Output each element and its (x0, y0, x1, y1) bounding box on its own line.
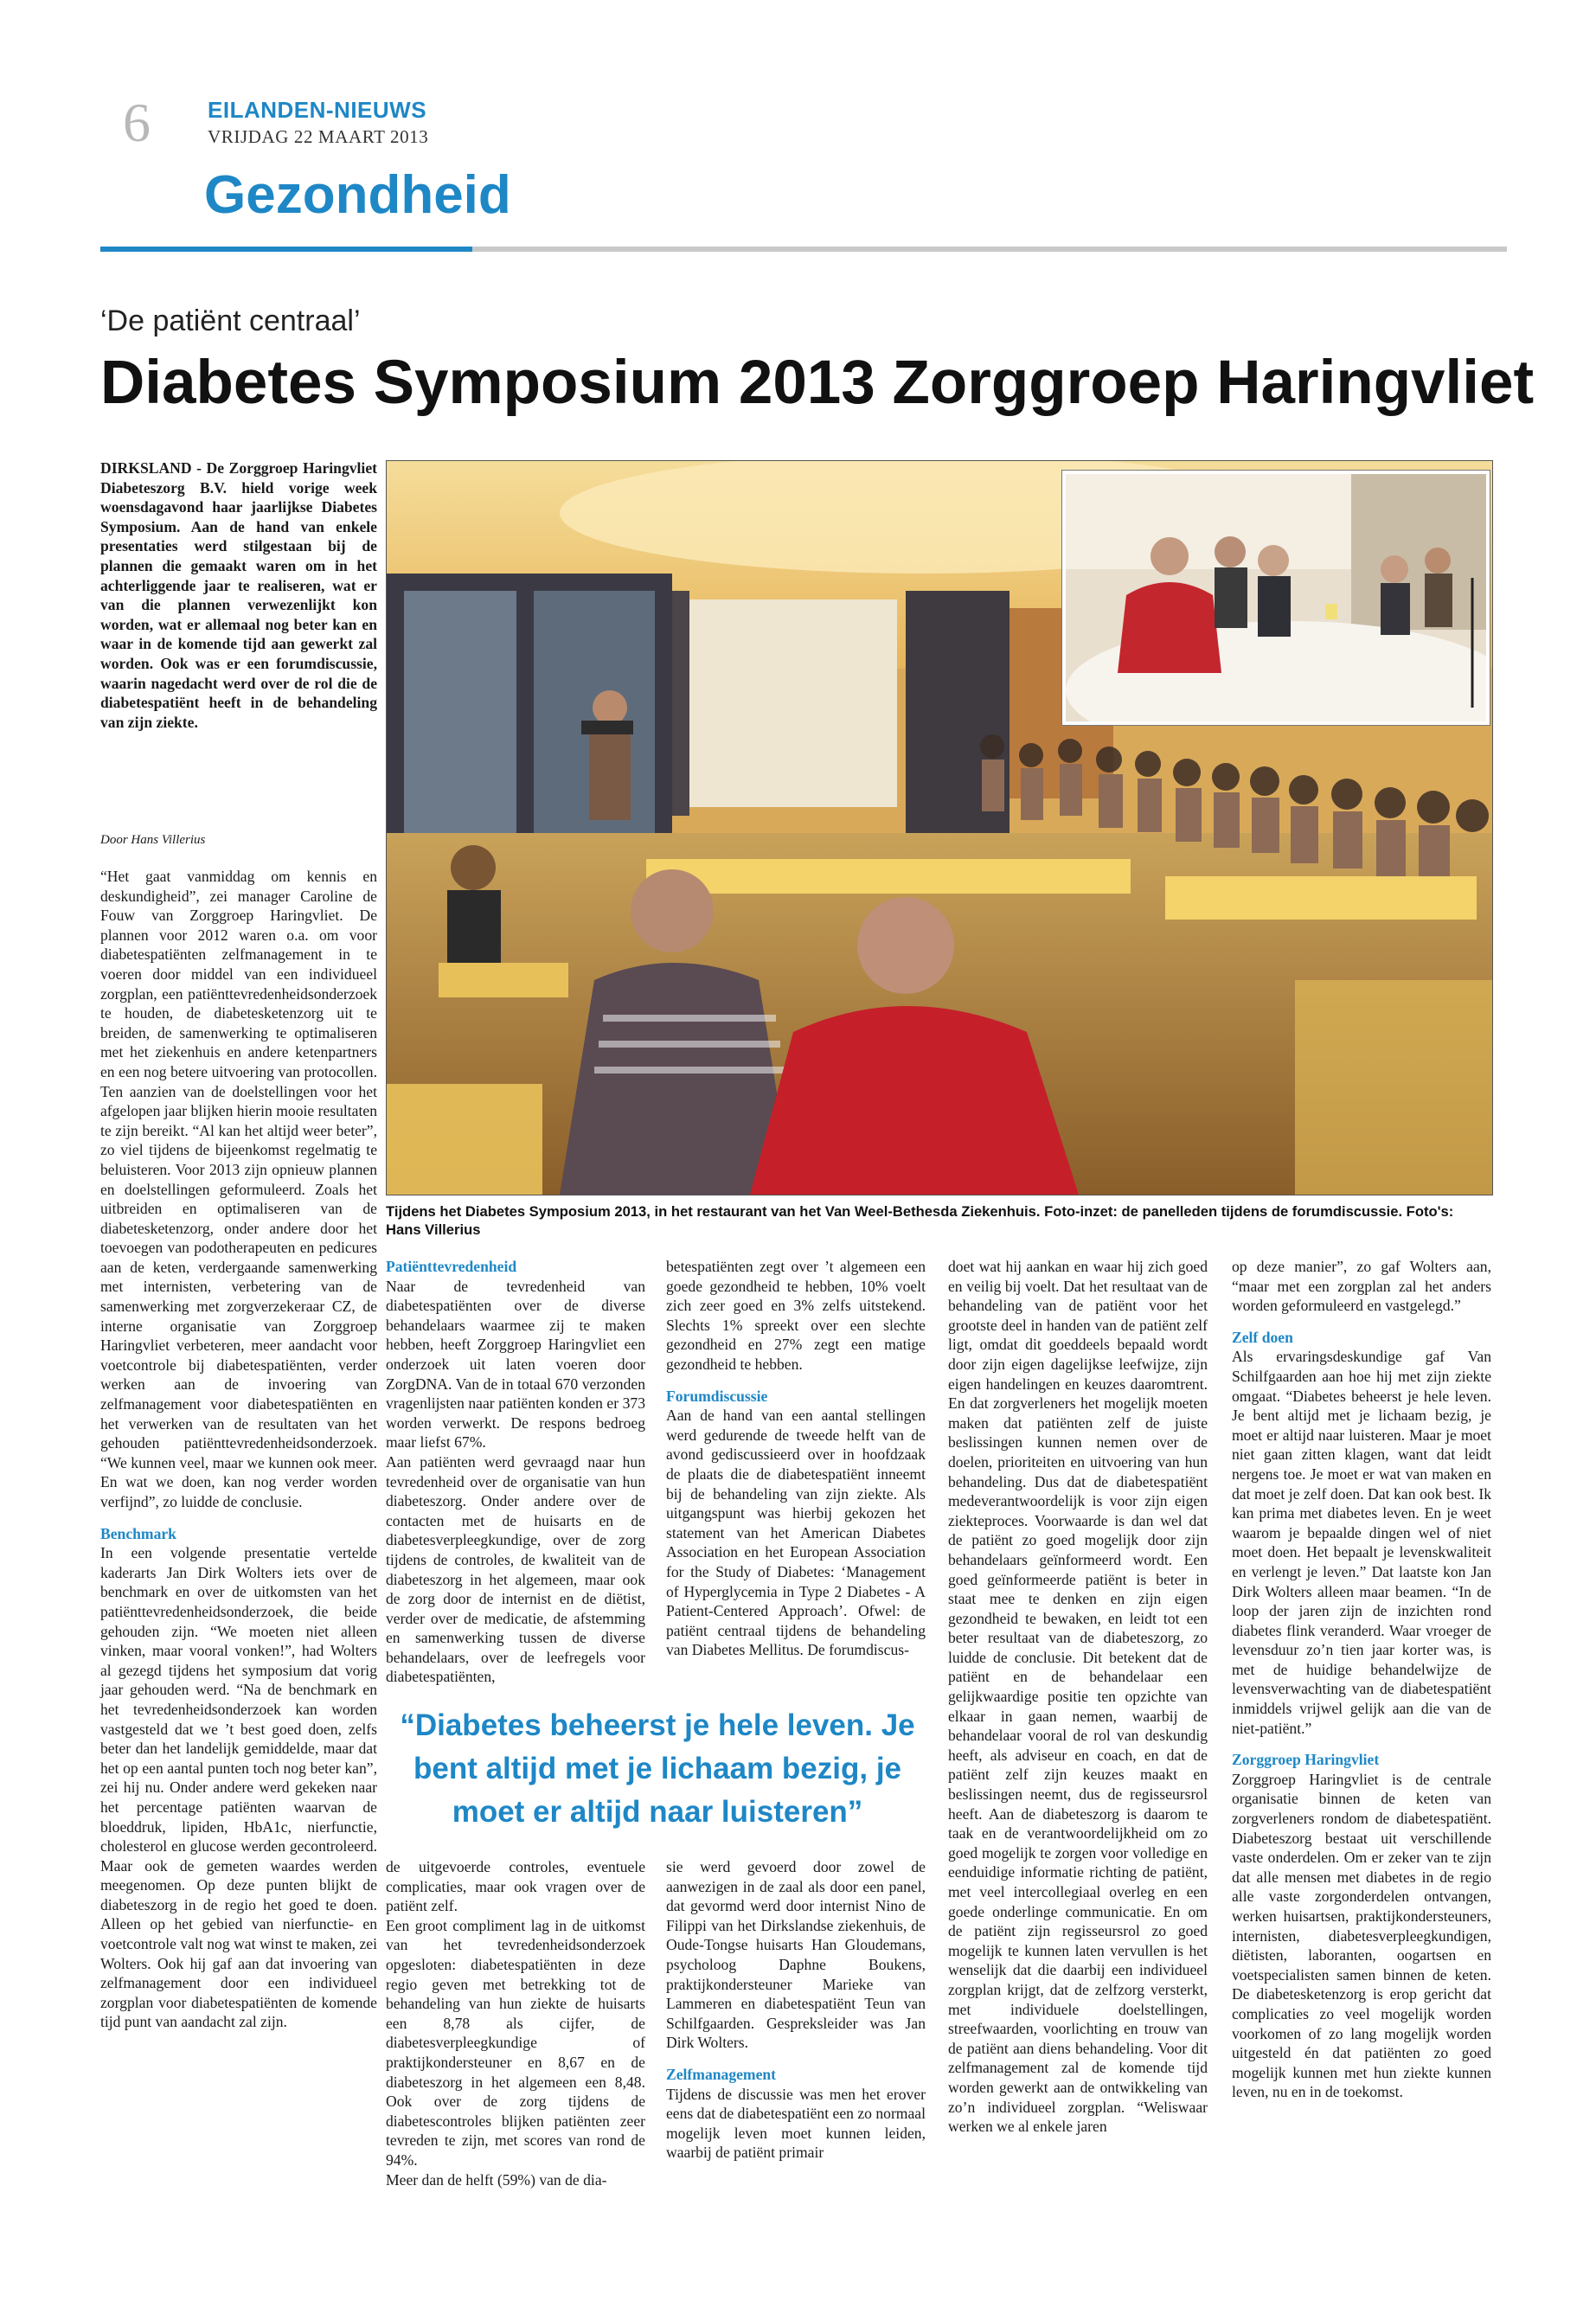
photo-caption: Tijdens het Diabetes Symposium 2013, in het restaurant van het Van Weel-Bethesda Ziekenhuis. Foto-inzet: de panelleden tijdens de forumdiscussie. Foto's: Hans Villerius (386, 1203, 1454, 1238)
pull-quote: “Diabetes beheerst je hele leven. Je bent altijd met je lichaam bezig, je moet er altijd naar luisteren” (400, 1708, 915, 1829)
subheading-patienttevredenheid: Patiënttevredenheid (386, 1258, 517, 1275)
paragraph: op deze manier”, zo gaf Wolters aan, “maar met een zorgplan zal het anders worden geformuleerd en vastgelegd.” (1232, 1258, 1491, 1315)
article-column-5 (1232, 1257, 1491, 2102)
paragraph: Meer dan de helft (59%) van de dia- (386, 2170, 607, 2189)
paragraph: betespatiënten zegt over ’t algemeen een goede gezondheid te hebben, 10% voelt zich zeer goed en 3% zelfs uitstekend. Slechts 1% spreekt over een slechte gezondheid en 27% zegt een matige gezondheid te hebben. (666, 1258, 926, 1373)
paragraph: de uitgevoerde controles, eventuele complicaties, maar ook vragen over de patiënt zelf. (386, 1858, 645, 1915)
section-title: Gezondheid (204, 165, 511, 225)
page-number: 6 (123, 92, 151, 153)
paragraph: Tijdens de discussie was men het erover eens dat de diabetespatiënt een zo normaal mogelijk leven moet kunnen leiden, waarbij de patiënt primair (666, 2085, 926, 2162)
paragraph: sie werd gevoerd door zowel de aanwezigen in de zaal als door een panel, dat gevormd werd door internist Nino de Filippi van het Dirkslandse ziekenhuis, de Oude-Tongse huisarts Han Gloudemans, psycholoog Daphne Boukens, praktijkondersteuner Marieke van Lammeren en diabetespatiënt Teun van Schilfgaarden. Gespreksleider was Jan Dirk Wolters. (666, 1858, 926, 2052)
article-column-2-top (386, 1257, 645, 1687)
article-column-1 (100, 867, 377, 2032)
subheading-forumdiscussie: Forumdiscussie (666, 1387, 768, 1405)
subheading-zelfmanagement: Zelfmanagement (666, 2065, 777, 2083)
article-kicker: ‘De patiënt centraal’ (100, 304, 361, 337)
paragraph: Naar de tevredenheid van diabetespatiënten over de diverse behandelaars waarmee zij te maken hebben, heeft Zorggroep Haringvliet een onderzoek uit laten voeren door ZorgDNA. Van de in totaal 670 verzonden vragenlijsten naar patiënten konden er 373 worden verwerkt. De respons bedroeg maar liefst 67%. (386, 1277, 645, 1452)
article-lead: DIRKSLAND - De Zorggroep Haringvliet Diabeteszorg B.V. hield vorige week woensdagavond haar jaarlijkse Diabetes Symposium. Aan de hand van enkele presentaties werd stilgestaan bij de plannen die gemaakt waren om in het achterliggende jaar te realiseren, wat er van die plannen verwezenlijkt kon worden, wat er allemaal nog beter kan en waar in de komende tijd aan gewerkt zal worden. Ook was er een forumdiscussie, waarin nagedacht werd over de rol die de diabetespatiënt heeft in de behandeling van zijn ziekte. (100, 459, 377, 731)
paragraph: Als ervaringsdeskundige gaf Van Schilfgaarden aan hoe hij met zijn ziekte omgaat. “Diabetes beheerst je hele leven. Je bent altijd met je lichaam bezig, je moet er altijd naar luisteren. Maar je moet niet gaan zitten klagen, want dat leidt nergens toe. Je moet er wat van maken en dat moet je zelf doen. Dat kan ook best. Ik kan prima met diabetes leven. En je weet waarom je bepaalde dingen wel of niet moet doen. Het bepaalt je levenskwaliteit en verlengt je leven.” Dat laatste kon Jan Dirk Wolters alleen maar beamen. “In de loop der jaren zijn de inzichten rond diabetes flink veranderd. Waar vroeger de levensduur zo’n tien jaar korter was, is met de huidige behandelwijze de levensverwachting van de diabetespatiënt inmiddels vrijwel gelijk aan die van de niet-patiënt.” (1232, 1348, 1491, 1737)
subheading-benchmark: Benchmark (100, 1524, 176, 1542)
paragraph: “Het gaat vanmiddag om kennis en deskundigheid”, zei manager Caroline de Fouw van Zorggroep Haringvliet. De plannen voor 2012 waren o.a. om voor diabetespatiënten zelfmanagement in te voeren door middel van een individueel zorgplan, een patiënttevredenheidsonderzoek te houden, de diabetesketenzorg uit te breiden, de samenwerking te optimaliseren met het ziekenhuis en andere ketenpartners en een nog betere uitvoering van protocollen. Ten aanzien van de doelstellingen voor het afgelopen jaar blijken hierin mooie resultaten te zijn bereikt. “Al kan het altijd weer beter”, zo viel tijdens de bijeenkomst regelmatig te beluisteren. Voor 2013 zijn opnieuw plannen en doelstellingen geformuleerd. Zoals het uitbreiden en optimaliseren van de diabetesketenzorg, onder andere door het toevoegen van podotherapeuten en pedicures aan de keten, verdergaande samenwerking met internisten, verbetering van de samenwerking met zorgverzekeraar CZ, de interne organisatie van Zorggroep Haringvliet verbeteren, meer aandacht voor voetcontrole bij diabetespatiënten, verder werken aan de invoering van zelfmanagement voor diabetespatiënten en het verwerken van de resultaten van het gehouden patiënttevredenheidsonderzoek. “We kunnen veel, maar we kunnen ook meer. En wat we doen, kan nog verder worden verfijnd”, zo luidde de conclusie. (100, 868, 377, 1510)
article-column-3-bottom (666, 1857, 926, 2163)
article-column-4 (948, 1257, 1208, 2137)
paragraph: Aan patiënten werd gevraagd naar hun tevredenheid over de organisatie van hun diabeteszorg. Onder andere over de contacten met de huisarts en de diabetesverpleegkundige, over de zorg tijdens de controles, de kwaliteit van de diabeteszorg in het algemeen, maar ook de zorg door de internist en de diëtist, verder over de medicatie, de afstemming en samenwerking tussen de diverse behandelaars, over de leefregels voor diabetespatiënten, (386, 1452, 645, 1686)
subheading-zorggroep-haringvliet: Zorggroep Haringvliet (1232, 1751, 1380, 1769)
article-column-2-bottom (386, 1857, 645, 2189)
issue-date: VRIJDAG 22 MAART 2013 (208, 126, 429, 147)
section-rule (472, 247, 1507, 252)
article-byline: Door Hans Villerius (100, 833, 206, 847)
article-column-3-top (666, 1257, 926, 1660)
subheading-zelf-doen: Zelf doen (1232, 1328, 1293, 1346)
newspaper-masthead: EILANDEN-NIEUWS (208, 97, 427, 123)
forum-panel-inset-photo (1062, 471, 1490, 725)
paragraph: Zorggroep Haringvliet is de centrale organisatie binnen de keten van zorgverleners rondom de diabetespatiënt. Diabeteszorg bestaat uit verschillende vaste onderdelen. Om er zeker van te zijn dat alle mensen met diabetes in de regio alle vaste zorgonderdelen ontvangen, werken huisartsen, praktijkondersteuners, internisten, diabetesverpleegkundigen, diëtisten, laboranten, oogartsen en voetspecialisten samen binnen de keten. De diabetesketenzorg is erop gericht dat complicaties zo veel mogelijk worden voorkomen of zo lang mogelijk worden uitgesteld én dat patiënten zo goed mogelijk kunnen met hun ziekte kunnen leven, nu en in de toekomst. (1232, 1770, 1491, 2101)
paragraph: In een volgende presentatie vertelde kaderarts Jan Dirk Wolters iets over de benchmark en over de uitkomsten van het patiënttevredenheidsonderzoek, die beide gehouden zijn. “We moeten niet alleen vinken, maar vooral vonken!”, had Wolters al gezegd tijdens het symposium dat vorig jaar gehouden werd. “Na de benchmark en het tevredenheidsonderzoek kan worden vastgesteld dat we ’t best goed doen, zelfs beter dan het landelijk gemiddelde, maar dat het op een aantal punten toch nog beter kan”, zei hij nu. Onder andere werd gekeken naar het percentage patiënten waarvan de bloeddruk, lipiden, HbA1c, nierfunctie, cholesterol en glucose werden gecontroleerd. Maar ook de gemeten waardes werden meegenomen. Op deze punten blijkt de diabeteszorg in de regio het goed te doen. Alleen op het gebied van nierfunctie- en voetcontrole valt nog wat winst te maken, zei Wolters. Ook hij gaf aan dat invoering van zelfmanagement door een individueel zorgplan voor diabetespatiënten de komende tijd punt van aandacht zal zijn. (100, 1544, 377, 2031)
paragraph: Een groot compliment lag in de uitkomst van het tevredenheidsonderzoek opgesloten: diabetespatiënten in deze regio geven met betrekking tot de behandeling van hun ziekte de huisarts een 8,78 als cijfer, de diabetesverpleegkundige of praktijkondersteuner en 8,67 en de diabeteszorg in het algemeen een 8,48. Ook over de zorg tijdens de diabetescontroles blijken patiënten zeer tevreden te zijn, met scores van rond de 94%. (386, 1916, 645, 2169)
article-headline: Diabetes Symposium 2013 Zorggroep Haringvliet (100, 349, 1535, 417)
paragraph: doet wat hij aankan en waar hij zich goed en veilig bij voelt. Dat het resultaat van de behandeling van de patiënt voor het grootste deel in handen van de patiënt zelf ligt, omdat dit goeddeels bepaald wordt door zijn eigen dagelijkse leefwijze, zijn eigen handelingen en keuzes daaromtrent. En dat zorgverleners het mogelijk moeten maken dat patiënten zelf de juiste beslissingen kunnen nemen over de doelen, prioriteiten en uitvoering van hun behandeling. Dus dat de diabetespatiënt medeverantwoordelijk is voor zijn eigen ziekteproces. Voorwaarde is dan wel dat de patiënt zo goed mogelijk door zijn behandelaars geïnformeerd wordt. Een goed geïnformeerde patiënt is beter in staat mee te denken en zijn eigen gezondheid te bewaken, en leidt tot een beter resultaat van de diabeteszorg, zo luidde de conclusie. Dit betekent dat de patiënt en de behandelaar een gelijkwaardige positie ten opzichte van elkaar in gaan nemen, waarbij de behandelaar vooral de rol van deskundig heeft, als adviseur en coach, en dat de patiënt zelf zijn keuzes maakt en beslissingen neemt, dus de regisseursrol heeft. Aan de diabeteszorg is daarom te taak en de verantwoordelijkheid om zo goed mogelijk te zorgen voor volledige en eenduidige informatie richting de patiënt, met veel intercollegiaal overleg en een goede onderlinge communicatie. En om de patiënt zijn regisseursrol zo goed mogelijk te kunnen laten vervullen is het wenselijk dat die daarbij een individueel zorgplan krijgt, dat de zelfzorg versterkt, met individuele doelstellingen, streefwaarden, voorlichting en trouw van de patiënt aan diens behandeling. Voor dit zelfmanagement zal de komende tijd worden gewerkt aan de ontwikkeling van zo’n individueel zorgplan. “Weliswaar werken we al enkele jaren (948, 1258, 1208, 2136)
section-rule-accent (100, 247, 472, 252)
paragraph: Aan de hand van een aantal stellingen werd gedurende de tweede helft van de avond gediscussieerd over in hoofdzaak de plaats die de diabetespatiënt inneemt bij de behandeling van zijn ziekte. Als uitgangspunt was hierbij gekozen het statement van het American Diabetes Association en het European Association for the Study of Diabetes: ‘Management of Hyperglycemia in Type 2 Diabetes - A Patient-Centered Approach’. Ofwel: de patiënt centraal tijdens de behandeling van Diabetes Mellitus. De forumdiscus- (666, 1407, 926, 1659)
